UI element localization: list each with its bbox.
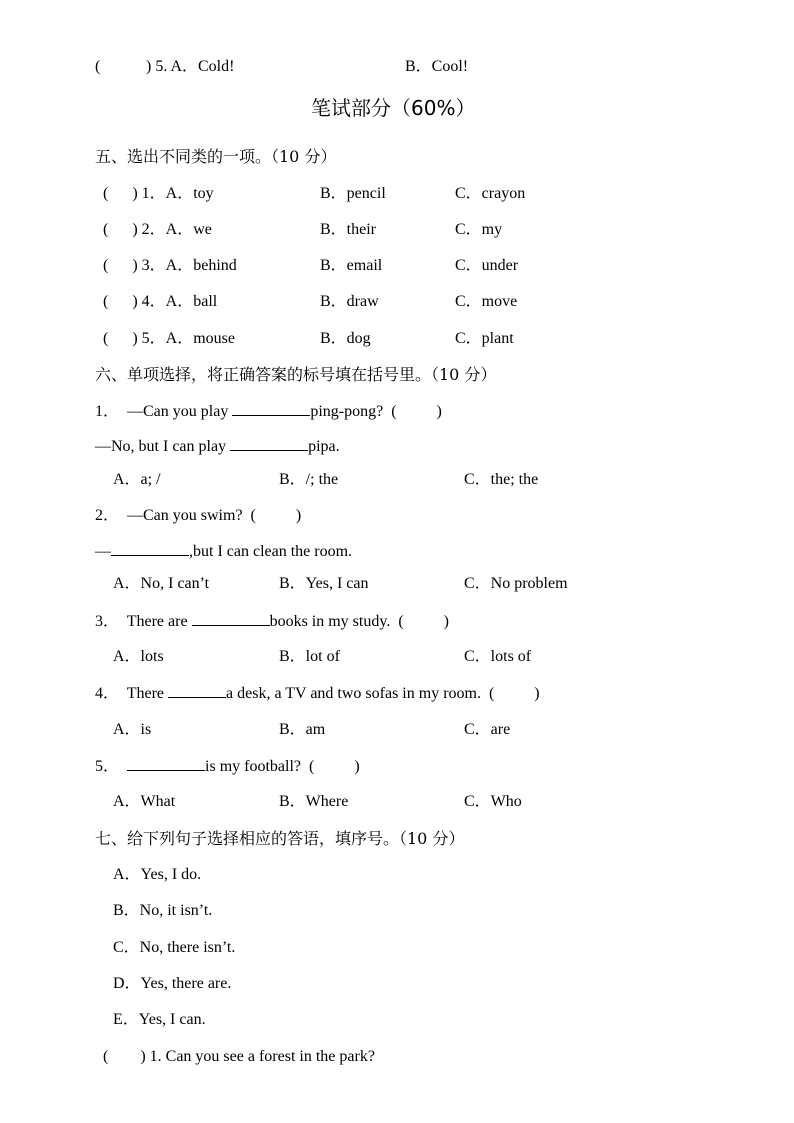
section7-q1: ( ) 1. Can you see a forest in the park?: [103, 1048, 375, 1065]
q3-text-end: books in my study. ( ): [269, 613, 449, 630]
section6-q3-line1: [95, 611, 449, 632]
section6-q5-line1: [95, 756, 360, 777]
section6-q5-option-a: A．What: [113, 793, 176, 810]
answer-blank: [127, 756, 205, 771]
section5-item4-a: ( ) 4．A．ball: [103, 293, 218, 310]
q1-text-end: ping-pong? ( ): [310, 403, 442, 420]
answer-blank: [111, 541, 189, 556]
section5-item1-b: B．pencil: [320, 185, 386, 202]
q2-reply-end: ,but I can clean the room.: [189, 543, 353, 560]
section6-q3-option-c: C．lots of: [464, 648, 532, 665]
answer-blank: [192, 611, 270, 626]
q1-reply-start: —No, but I can play: [95, 438, 231, 455]
section6-q1-line1: [95, 401, 442, 422]
written-part-title: 笔试部分（60%）: [311, 96, 476, 120]
section6-heading: 六、单项选择，将正确答案的标号填在括号里。（10 分）: [95, 365, 497, 384]
section6-q2-line1: 2． —Can you swim? ( ): [95, 507, 302, 524]
section5-item2-b: B．their: [320, 221, 376, 238]
section5-item2-a: ( ) 2．A．we: [103, 221, 212, 238]
section6-q2-option-a: A．No, I can’t: [113, 575, 210, 592]
section6-q3-option-a: A．lots: [113, 648, 164, 665]
section5-item1-a: ( ) 1．A．toy: [103, 185, 214, 202]
section5-item3-c: C．under: [455, 257, 519, 274]
section7-heading: 七、给下列句子选择相应的答语，填序号。（10 分）: [95, 829, 465, 848]
listening-q5-paren: (: [95, 58, 101, 75]
answer-blank: [232, 401, 310, 416]
section6-q4-option-b: B．am: [279, 721, 326, 738]
q1-text-start: 1． —Can you play: [95, 403, 233, 420]
section5-item2-c: C．my: [455, 221, 503, 238]
answer-blank: [168, 683, 226, 698]
section6-q2-option-b: B．Yes, I can: [279, 575, 369, 592]
section5-item4-c: C．move: [455, 293, 518, 310]
section6-q4-option-a: A．is: [113, 721, 152, 738]
q4-text-start: 4． There: [95, 685, 169, 702]
section5-item3-a: ( ) 3．A．behind: [103, 257, 237, 274]
q2-reply-start: —: [95, 543, 111, 560]
section6-q4-line1: [95, 683, 540, 704]
q5-text-start: 5．: [95, 758, 128, 775]
section6-q1-option-c: C．the; the: [464, 471, 539, 488]
answer-blank: [230, 436, 308, 451]
section5-item5-c: C．plant: [455, 330, 514, 347]
section7-option-c: C．No, there isn’t.: [113, 939, 236, 956]
section5-item5-b: B．dog: [320, 330, 371, 347]
section6-q1-line2: [95, 436, 340, 457]
section6-q5-option-b: B．Where: [279, 793, 349, 810]
section6-q4-option-c: C．are: [464, 721, 511, 738]
section6-q2-line2: [95, 541, 352, 562]
section6-q5-option-c: C．Who: [464, 793, 522, 810]
section6-q3-option-b: B．lot of: [279, 648, 340, 665]
section5-item4-b: B．draw: [320, 293, 379, 310]
section6-q1-option-b: B．/; the: [279, 471, 339, 488]
section7-option-e: E．Yes, I can.: [113, 1011, 206, 1028]
section5-item1-c: C．crayon: [455, 185, 526, 202]
listening-q5-option-b: B．Cool!: [405, 58, 469, 75]
q1-reply-end: pipa.: [308, 438, 340, 455]
section7-option-b: B．No, it isn’t.: [113, 902, 213, 919]
listening-q5-option-a: ) 5. A．Cold!: [146, 58, 235, 75]
section7-option-d: D．Yes, there are.: [113, 975, 232, 992]
section5-heading: 五、选出不同类的一项。（10 分）: [95, 147, 337, 166]
section5-item3-b: B．email: [320, 257, 383, 274]
q3-text-start: 3． There are: [95, 613, 192, 630]
q4-text-end: a desk, a TV and two sofas in my room. ( ): [226, 685, 540, 702]
section7-option-a: A．Yes, I do.: [113, 866, 202, 883]
section5-item5-a: ( ) 5．A．mouse: [103, 330, 235, 347]
section6-q1-option-a: A．a; /: [113, 471, 161, 488]
section6-q2-option-c: C．No problem: [464, 575, 568, 592]
q5-text-end: is my football? ( ): [205, 758, 360, 775]
